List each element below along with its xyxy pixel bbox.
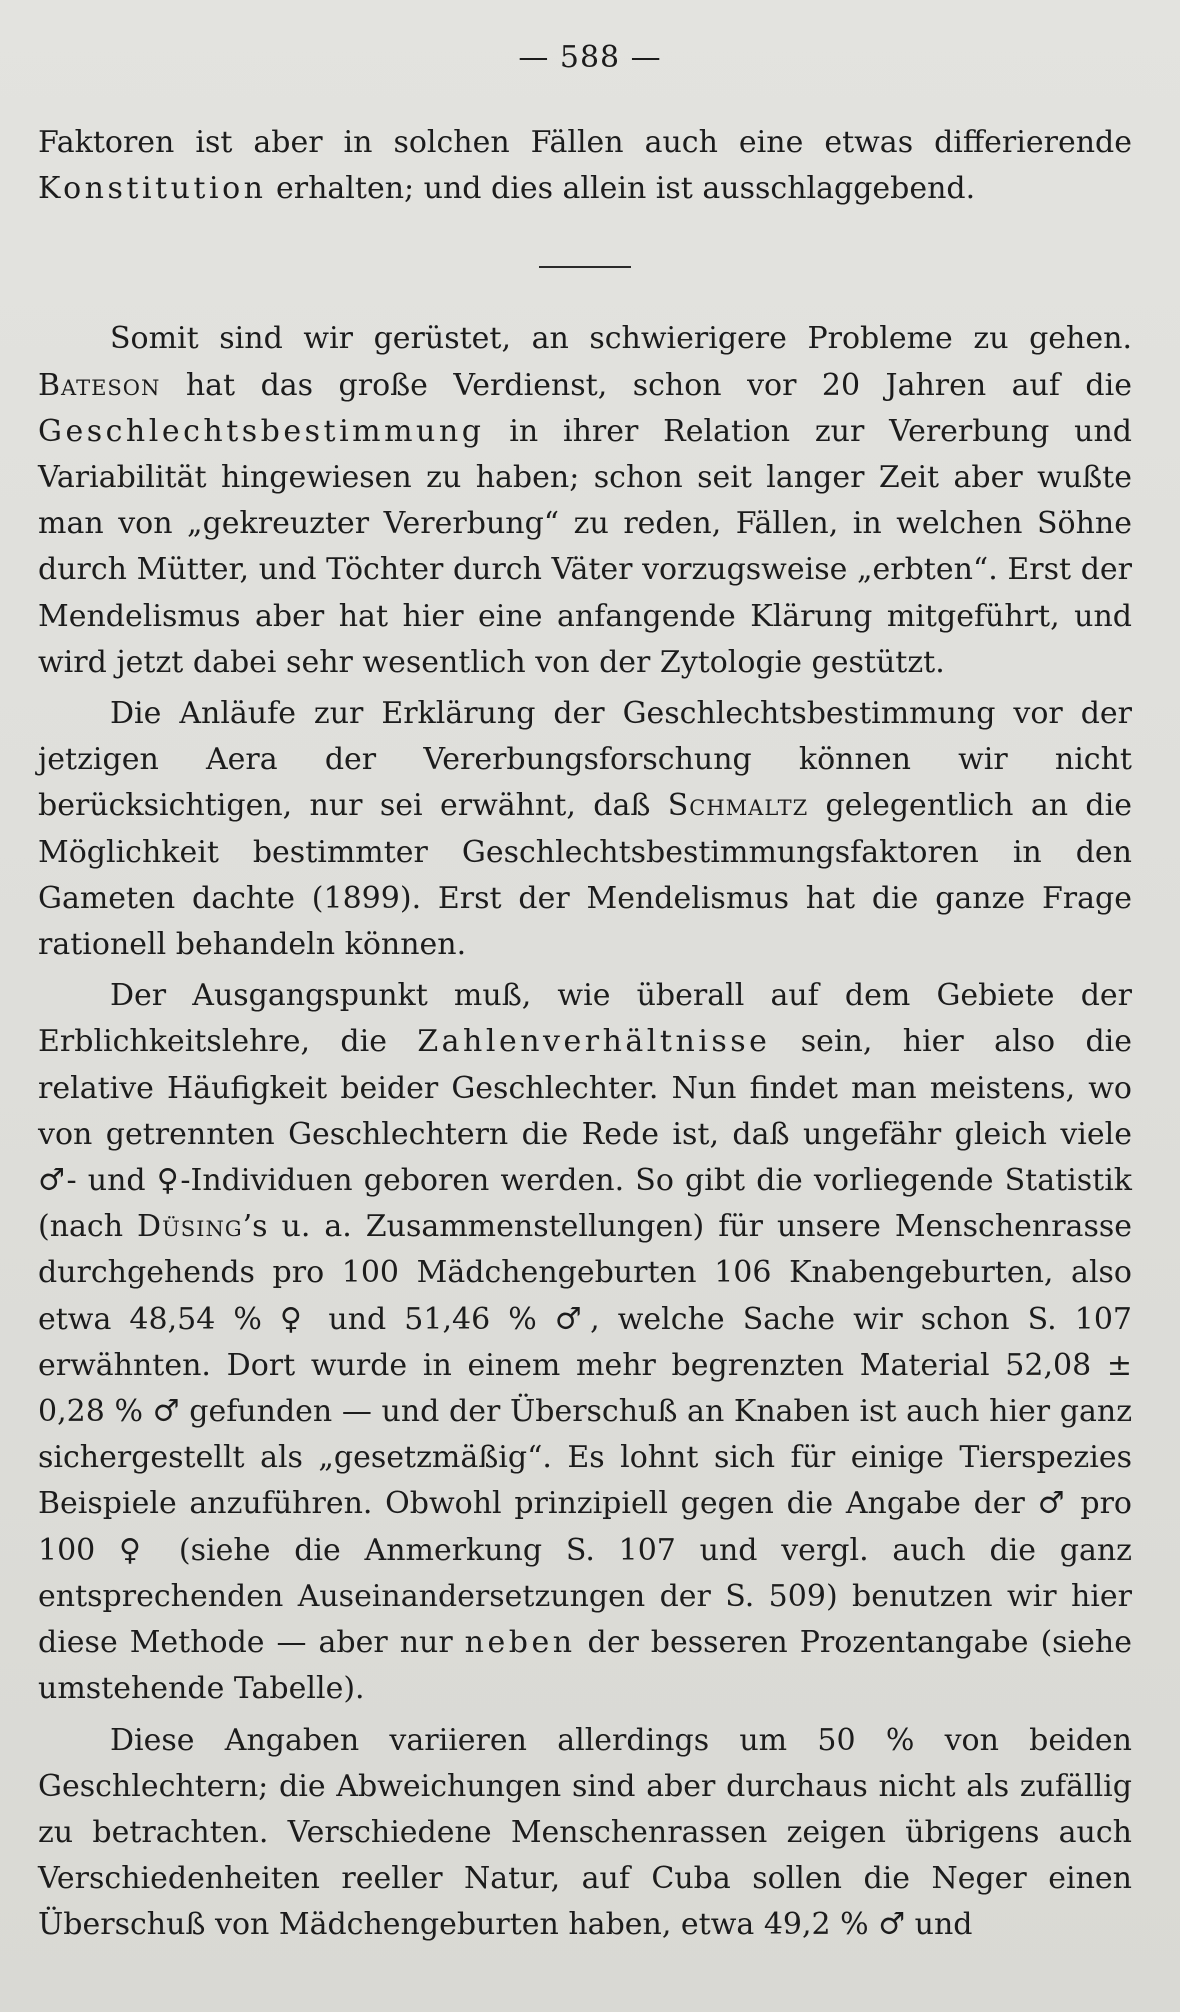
text-run: ’s u. a. Zusammenstellungen) für unsere Menschenrasse durchgehends pro 100 Mädchengeburten 106 Knabengeburten, also etwa 48,54 % ♀ und 51,46 % ♂, welche Sache wir schon S. 107 erwähnten. Dort wurde in einem mehr begrenzten Material 52,08 ± 0,28 % ♂ gefunden — und der Überschuß an Knaben ist auch hier ganz sichergestellt als „gesetzmäßig“. Es lohnt sich für einige Tierspezies Beispiele anzuführen. Obwohl prinzipiell gegen die Angabe der ♂ pro 100 ♀ (siehe die Anmerkung S. 107 und vergl. auch die ganz entsprechenden Auseinandersetzungen der S. 509) benutzen wir hier diese Methode — aber nur [38,1209,1132,1661]
paragraph [38,973,1132,1712]
paragraph-continuation [38,120,1132,212]
text-run: Die Anläufe zur Erklärung der Geschlechtsbestimmung vor der jetzigen Aera der Vererbungsforschung können wir nicht berücksichtigen, nur sei erwähnt, daß [38,696,1132,824]
text-run: Diese Angaben variieren allerdings um 50 % von beiden Geschlechtern; die Abweichungen sind aber durchaus nicht als zufällig zu betrachten. Verschiedene Menschenrassen zeigen übrigens auch Verschiedenheiten reeller Natur, auf Cuba sollen die Neger einen Überschuß von Mädchengeburten haben, etwa 49,2 % ♂ und [38,1722,1132,1943]
text-run: gelegentlich an die Möglichkeit bestimmter Geschlechtsbestimmungsfaktoren in den Gameten dachte (1899). Erst der Mendelismus hat die ganze Frage rationell behandeln können. [38,788,1132,963]
author-name-schmaltz: Schmaltz [667,788,809,824]
page-number: — 588 — [518,40,662,75]
text-run: der besseren Prozentangabe (siehe umstehende Tabelle). [38,1625,1132,1707]
author-name-duesing: Düsing [137,1209,243,1245]
text-run: Der Ausgangspunkt muß, wie überall auf dem Gebiete der Erblichkeitslehre, die [38,978,1132,1060]
text-run: erhalten; und dies allein ist ausschlaggebend. [266,171,976,207]
text-run: Faktoren ist aber in solchen Fällen auch eine etwas differierende [38,125,1132,160]
paragraph [38,691,1132,968]
spaced-term-zahlenverhaeltnisse: Zahlenverhältnisse [417,1024,771,1060]
spaced-term-geschlechtsbestimmung: Geschlechtsbestimmung [38,413,485,449]
text-run: sein, hier also die relative Häufigkeit beider Geschlechter. Nun findet man meistens, wo von getrennten Geschlechtern die Rede ist, daß ungefähr gleich viele ♂- und ♀-Individuen geboren werden. So gibt die vorliegende Statistik (nach [38,1024,1132,1245]
author-name-bateson: Bateson [38,367,161,403]
paragraph [38,316,1132,686]
spaced-term-konstitution: Konstitution [38,171,267,207]
spaced-term-neben: neben [464,1625,576,1661]
section-divider [539,266,631,268]
text-run: in ihrer Relation zur Vererbung und Variabilität hingewiesen zu haben; schon seit langer Zeit aber wußte man von „gekreuzter Vererbung“ zu reden, Fällen, in welchen Söhne durch Mütter, und Töchter durch Väter vorzugsweise „erbten“. Erst der Mendelismus aber hat hier eine anfangende Klärung mitgeführt, und wird jetzt dabei sehr wesentlich von der Zytologie gestützt. [38,413,1132,680]
paragraph [38,1718,1132,1949]
text-run: hat das große Verdienst, schon vor 20 Jahren auf die [160,367,1132,403]
body-text [38,120,1132,1949]
text-run: Somit sind wir gerüstet, an schwierigere Probleme zu gehen. [110,321,1132,357]
